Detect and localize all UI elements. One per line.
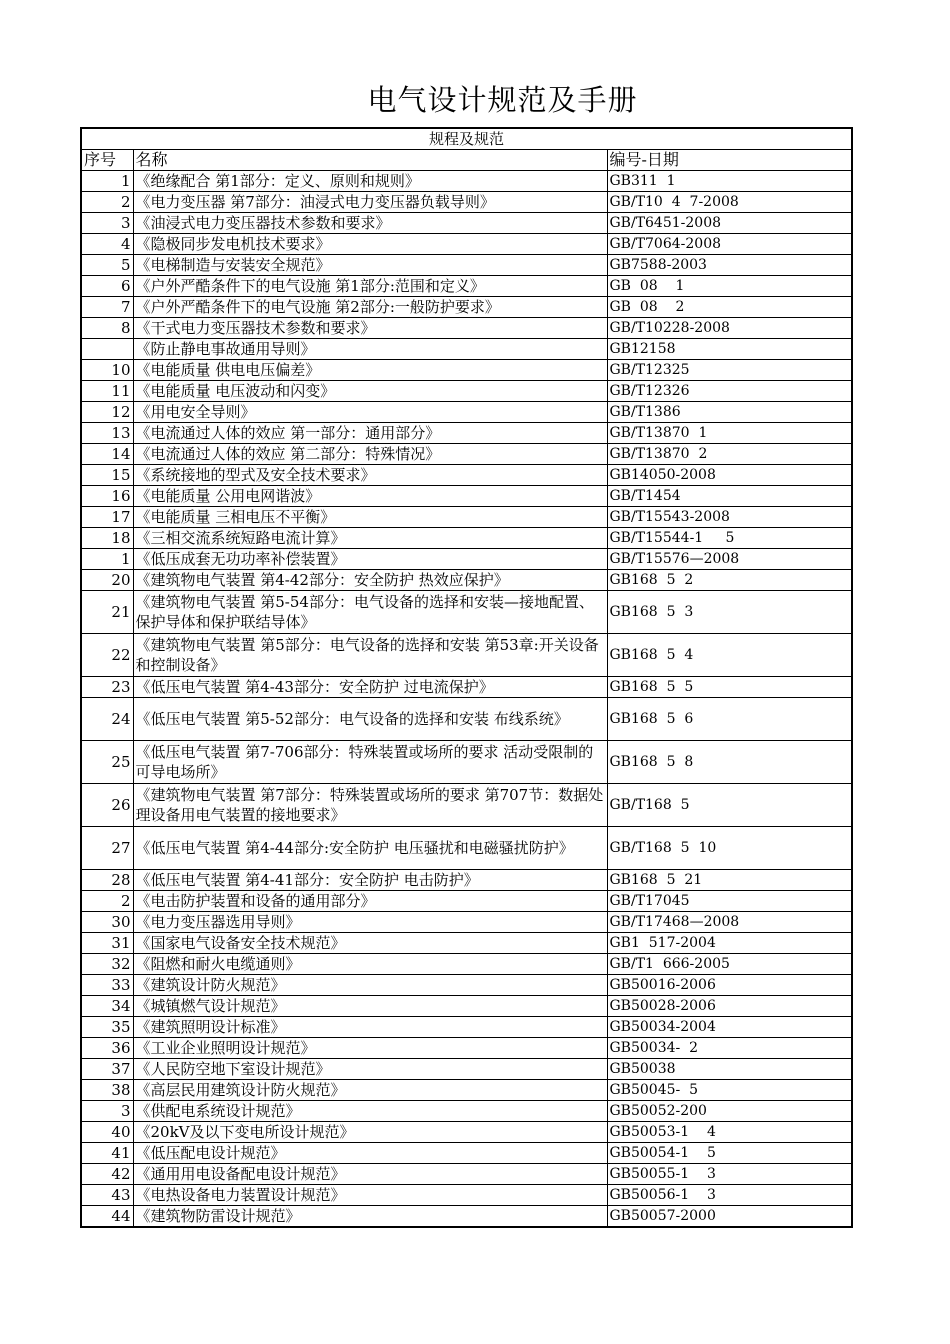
standard-code: GB1 517-2004 [607, 933, 852, 954]
table-row [81, 1164, 852, 1185]
standard-name: 《电流通过人体的效应 第二部分：特殊情况》 [133, 444, 607, 465]
standard-name: 《建筑物防雷设计规范》 [133, 1206, 607, 1228]
standard-name: 《电力变压器 第7部分：油浸式电力变压器负载导则》 [133, 192, 607, 213]
row-number: 20 [81, 570, 133, 591]
table-row [81, 507, 852, 528]
standard-name: 《低压电气装置 第4-43部分：安全防护 过电流保护》 [133, 677, 607, 698]
row-number: 41 [81, 1143, 133, 1164]
table-row [81, 570, 852, 591]
standard-name: 《国家电气设备安全技术规范》 [133, 933, 607, 954]
standard-name: 《电能质量 电压波动和闪变》 [133, 381, 607, 402]
row-number: 21 [81, 591, 133, 634]
row-number: 2 [81, 891, 133, 912]
standard-name: 《低压配电设计规范》 [133, 1143, 607, 1164]
table-row [81, 1017, 852, 1038]
row-number: 7 [81, 297, 133, 318]
row-number: 22 [81, 634, 133, 677]
standard-code: GB50055-1 3 [607, 1164, 852, 1185]
row-number: 25 [81, 741, 133, 784]
standard-name: 《低压电气装置 第4-41部分：安全防护 电击防护》 [133, 870, 607, 891]
standard-name: 《防止静电事故通用导则》 [133, 339, 607, 360]
standard-code: GB/T17045 [607, 891, 852, 912]
table-row [81, 1206, 852, 1228]
row-number: 34 [81, 996, 133, 1017]
standard-name: 《干式电力变压器技术参数和要求》 [133, 318, 607, 339]
table-row [81, 784, 852, 827]
row-number: 18 [81, 528, 133, 549]
row-number: 42 [81, 1164, 133, 1185]
standard-code: GB/T1454 [607, 486, 852, 507]
row-number: 44 [81, 1206, 133, 1228]
standard-code: GB50034-2004 [607, 1017, 852, 1038]
standard-code: GB50056-1 3 [607, 1185, 852, 1206]
standard-name: 《建筑物电气装置 第7部分：特殊装置或场所的要求 第707节：数据处理设备用电气装置的接地要求》 [133, 784, 607, 827]
row-number: 11 [81, 381, 133, 402]
row-number: 36 [81, 1038, 133, 1059]
table-row [81, 698, 852, 741]
standard-code: GB 08 2 [607, 297, 852, 318]
table-row [81, 1080, 852, 1101]
table-row [81, 549, 852, 570]
table-row [81, 1143, 852, 1164]
row-number: 3 [81, 1101, 133, 1122]
table-row [81, 827, 852, 870]
standard-name: 《低压电气装置 第4-44部分:安全防护 电压骚扰和电磁骚扰防护》 [133, 827, 607, 870]
standard-code: GB50053-1 4 [607, 1122, 852, 1143]
standard-name: 《高层民用建筑设计防火规范》 [133, 1080, 607, 1101]
standard-code: GB/T6451-2008 [607, 213, 852, 234]
standard-code: GB50038 [607, 1059, 852, 1080]
table-row [81, 444, 852, 465]
table-row [81, 1059, 852, 1080]
standard-name: 《20kV及以下变电所设计规范》 [133, 1122, 607, 1143]
standard-code: GB168 5 3 [607, 591, 852, 634]
row-number: 28 [81, 870, 133, 891]
row-number: 13 [81, 423, 133, 444]
table-row [81, 1185, 852, 1206]
row-number: 32 [81, 954, 133, 975]
row-number: 15 [81, 465, 133, 486]
standard-code: GB/T168 5 10 [607, 827, 852, 870]
row-number: 8 [81, 318, 133, 339]
table-row [81, 297, 852, 318]
table-row [81, 996, 852, 1017]
table-row [81, 954, 852, 975]
standard-code: GB/T12325 [607, 360, 852, 381]
standard-code: GB50057-2000 [607, 1206, 852, 1228]
section-label: 规程及规范 [81, 128, 852, 150]
row-number: 24 [81, 698, 133, 741]
table-row [81, 381, 852, 402]
standard-name: 《低压成套无功功率补偿装置》 [133, 549, 607, 570]
table-row [81, 465, 852, 486]
standard-name: 《隐极同步发电机技术要求》 [133, 234, 607, 255]
standard-code: GB/T15543-2008 [607, 507, 852, 528]
row-number: 23 [81, 677, 133, 698]
table-row [81, 591, 852, 634]
table-row [81, 255, 852, 276]
standard-code: GB168 5 6 [607, 698, 852, 741]
standard-code: GB50045- 5 [607, 1080, 852, 1101]
table-row [81, 486, 852, 507]
table-row [81, 933, 852, 954]
standard-name: 《建筑物电气装置 第4-42部分：安全防护 热效应保护》 [133, 570, 607, 591]
row-number: 26 [81, 784, 133, 827]
standard-name: 《建筑物电气装置 第5部分：电气设备的选择和安装 第53章:开关设备和控制设备》 [133, 634, 607, 677]
table-row [81, 870, 852, 891]
row-number: 40 [81, 1122, 133, 1143]
standard-code: GB168 5 4 [607, 634, 852, 677]
row-number: 14 [81, 444, 133, 465]
row-number: 37 [81, 1059, 133, 1080]
table-row [81, 677, 852, 698]
standard-name: 《电能质量 供电电压偏差》 [133, 360, 607, 381]
table-row [81, 192, 852, 213]
standard-code: GB/T1386 [607, 402, 852, 423]
standard-code: GB/T10 4 7-2008 [607, 192, 852, 213]
standard-code: GB168 5 8 [607, 741, 852, 784]
row-number: 2 [81, 192, 133, 213]
page-title: 电气设计规范及手册 [367, 83, 638, 117]
row-number: 17 [81, 507, 133, 528]
standards-table [80, 127, 853, 1228]
standard-name: 《电热设备电力装置设计规范》 [133, 1185, 607, 1206]
standard-code: GB50028-2006 [607, 996, 852, 1017]
column-header-name: 名称 [133, 150, 607, 171]
standard-name: 《电能质量 公用电网谐波》 [133, 486, 607, 507]
table-row [81, 213, 852, 234]
row-number: 43 [81, 1185, 133, 1206]
table-row [81, 171, 852, 192]
table-row [81, 234, 852, 255]
standard-code: GB168 5 2 [607, 570, 852, 591]
table-row [81, 1101, 852, 1122]
standard-name: 《系统接地的型式及安全技术要求》 [133, 465, 607, 486]
row-number: 4 [81, 234, 133, 255]
standard-name: 《三相交流系统短路电流计算》 [133, 528, 607, 549]
standard-name: 《人民防空地下室设计规范》 [133, 1059, 607, 1080]
row-number: 3 [81, 213, 133, 234]
standard-code: GB 08 1 [607, 276, 852, 297]
table-row [81, 1122, 852, 1143]
table-row [81, 402, 852, 423]
standard-code: GB/T12326 [607, 381, 852, 402]
standard-code: GB/T17468—2008 [607, 912, 852, 933]
standard-code: GB/T168 5 [607, 784, 852, 827]
standard-code: GB/T15544-1 5 [607, 528, 852, 549]
standard-name: 《低压电气装置 第5-52部分：电气设备的选择和安装 布线系统》 [133, 698, 607, 741]
row-number: 33 [81, 975, 133, 996]
standard-code: GB/T15576—2008 [607, 549, 852, 570]
column-header-row [81, 150, 852, 171]
row-number: 6 [81, 276, 133, 297]
standard-code: GB14050-2008 [607, 465, 852, 486]
standard-code: GB168 5 21 [607, 870, 852, 891]
row-number: 38 [81, 1080, 133, 1101]
table-row [81, 339, 852, 360]
standard-name: 《建筑设计防火规范》 [133, 975, 607, 996]
standard-code: GB50034- 2 [607, 1038, 852, 1059]
standard-name: 《城镇燃气设计规范》 [133, 996, 607, 1017]
row-number: 16 [81, 486, 133, 507]
standard-name: 《户外严酷条件下的电气设施 第1部分:范围和定义》 [133, 276, 607, 297]
standard-code: GB12158 [607, 339, 852, 360]
table-row [81, 912, 852, 933]
row-number: 10 [81, 360, 133, 381]
row-number: 27 [81, 827, 133, 870]
standard-name: 《电流通过人体的效应 第一部分：通用部分》 [133, 423, 607, 444]
standard-name: 《阻燃和耐火电缆通则》 [133, 954, 607, 975]
section-header-row [81, 128, 852, 150]
standard-name: 《电能质量 三相电压不平衡》 [133, 507, 607, 528]
standard-code: GB/T10228-2008 [607, 318, 852, 339]
standard-code: GB/T1 666-2005 [607, 954, 852, 975]
standard-name: 《工业企业照明设计规范》 [133, 1038, 607, 1059]
standard-code: GB/T7064-2008 [607, 234, 852, 255]
table-row [81, 741, 852, 784]
standard-code: GB/T13870 1 [607, 423, 852, 444]
standard-code: GB/T13870 2 [607, 444, 852, 465]
row-number: 1 [81, 549, 133, 570]
standard-code: GB50052-200 [607, 1101, 852, 1122]
standard-code: GB50016-2006 [607, 975, 852, 996]
table-row [81, 975, 852, 996]
row-number: 35 [81, 1017, 133, 1038]
standard-code: GB7588-2003 [607, 255, 852, 276]
standard-name: 《绝缘配合 第1部分：定义、原则和规则》 [133, 171, 607, 192]
column-header-code: 编号-日期 [607, 150, 852, 171]
row-number: 30 [81, 912, 133, 933]
standard-name: 《低压电气装置 第7-706部分：特殊装置或场所的要求 活动受限制的可导电场所》 [133, 741, 607, 784]
standard-name: 《供配电系统设计规范》 [133, 1101, 607, 1122]
row-number: 31 [81, 933, 133, 954]
table-row [81, 360, 852, 381]
standard-name: 《通用用电设备配电设计规范》 [133, 1164, 607, 1185]
standard-name: 《电梯制造与安装安全规范》 [133, 255, 607, 276]
standard-name: 《电力变压器选用导则》 [133, 912, 607, 933]
table-row [81, 528, 852, 549]
standard-name: 《户外严酷条件下的电气设施 第2部分:一般防护要求》 [133, 297, 607, 318]
standard-name: 《用电安全导则》 [133, 402, 607, 423]
standard-name: 《电击防护装置和设备的通用部分》 [133, 891, 607, 912]
table-row [81, 423, 852, 444]
table-row [81, 276, 852, 297]
standard-name: 《油浸式电力变压器技术参数和要求》 [133, 213, 607, 234]
row-number: 5 [81, 255, 133, 276]
standard-name: 《建筑照明设计标准》 [133, 1017, 607, 1038]
standard-name: 《建筑物电气装置 第5-54部分：电气设备的选择和安装—接地配置、保护导体和保护联结导体》 [133, 591, 607, 634]
table-row [81, 318, 852, 339]
row-number: 1 [81, 171, 133, 192]
row-number: 12 [81, 402, 133, 423]
row-number [81, 339, 133, 360]
table-row [81, 634, 852, 677]
standard-code: GB311 1 [607, 171, 852, 192]
table-row [81, 891, 852, 912]
column-header-no: 序号 [81, 150, 133, 171]
standard-code: GB168 5 5 [607, 677, 852, 698]
table-row [81, 1038, 852, 1059]
standard-code: GB50054-1 5 [607, 1143, 852, 1164]
